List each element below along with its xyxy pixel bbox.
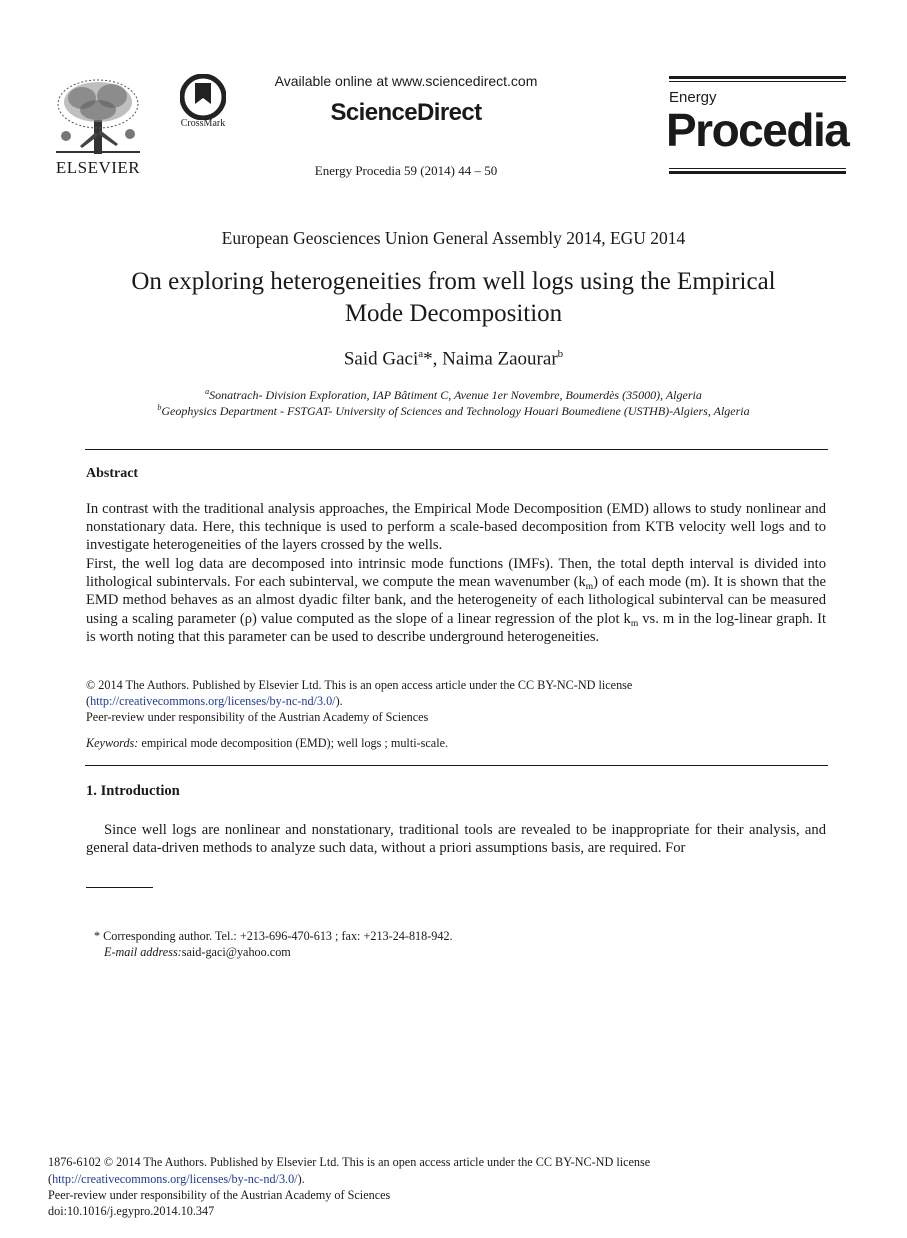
footnote-rule [86,887,153,888]
paper-title-line: Mode Decomposition [344,300,563,327]
author-name: Said Gaci [343,348,419,370]
journal-logo-rule [669,81,846,82]
journal-logo-rule [669,76,846,79]
journal-logo-rule [669,168,846,169]
footer-license-link[interactable]: http://creativecommons.org/licenses/by-nc-nd/3.0/ [52,1172,298,1186]
abstract-text: ) of each mode (m). It is shown that the EMD method behaves as an almost dyadic filter bank, and the heterogeneity of each lithological subinterval can be measured using a scaling parameter (ρ) value computed as the slope of a linear regression of the plot k [86,574,826,627]
abstract-paragraph: In contrast with the traditional analysis approaches, the Empirical Mode Decomposition (EMD) allows to study nonlinear and nonstationary data. Here, this technique is used to perform a scale-based decomposition from KTB velocity well logs and to investigate heterogeneities of the layers crossed by the wells. [86,501,826,554]
elsevier-tree-logo [52,76,144,158]
subscript: m [630,618,639,629]
license-link[interactable]: http://creativecommons.org/licenses/by-nc-nd/3.0/ [90,694,336,708]
peer-review-line: Peer-review under responsibility of the Austrian Academy of Sciences [86,710,429,724]
footer-license-line [48,1172,305,1187]
footer-doi[interactable]: doi:10.1016/j.egypro.2014.10.347 [48,1204,215,1218]
paper-title-line: On exploring heterogeneities from well logs using the Empirical [131,268,776,295]
sciencedirect-logo: ScienceDirect [330,99,482,126]
section-divider [85,765,828,766]
copyright-line: © 2014 The Authors. Published by Elsevier Ltd. This is an open access article under the CC BY-NC-ND license [86,678,633,692]
author-name: Naima Zaourar [442,348,558,370]
paren: ). [297,1172,305,1186]
abstract-heading: Abstract [86,466,139,481]
footer-issn-line: 1876-6102 © 2014 The Authors. Published by Elsevier Ltd. This is an open access article under the CC BY-NC-ND license [48,1155,651,1169]
journal-logo-procedia: Procedia [666,104,849,156]
paren: ( [86,694,91,708]
journal-logo-rule [669,171,846,174]
affiliation-marker: a [418,348,424,360]
paren: ( [48,1172,53,1186]
affiliation-marker: a [205,387,210,396]
email-address[interactable]: said-gaci@yahoo.com [181,945,291,959]
crossmark-label: CrossMark [180,118,226,129]
paren: ). [335,694,343,708]
affiliation-marker: b [557,348,564,360]
affiliation-text: Geophysics Department - FSTGAT- University of Sciences and Technology Houari Boumediene (USTHB)-Algiers, Algeria [161,404,750,418]
affiliation-line [0,403,907,419]
body-paragraph: Since well logs are nonlinear and nonstationary, traditional tools are revealed to be inappropriate for their analysis, and general data-driven methods to analyze such data, without a priori assumptions basis, are required. For [86,822,826,857]
keywords-line [86,736,448,751]
abstract-paragraph [86,555,826,646]
paper-title [90,266,817,330]
subscript: m [585,582,594,593]
footnote-corresponding: * Corresponding author. Tel.: +213-696-470-613 ; fax: +213-24-818-942. [94,929,453,943]
journal-logo-energy: Energy [669,89,717,106]
affiliation-line [0,387,907,403]
corresponding-marker: * [423,348,433,370]
author-list [0,348,907,370]
journal-citation: Energy Procedia 59 (2014) 44 – 50 [314,163,498,178]
keywords-label: Keywords: [86,736,139,750]
footer-peer-review: Peer-review under responsibility of the Austrian Academy of Sciences [48,1188,391,1202]
affiliation-marker: b [157,403,162,412]
license-line [86,694,343,709]
abstract-text: First, the well log data are decomposed into intrinsic mode functions (IMFs). Then, the total depth interval is divided into lithological subintervals. For each subinterval, we compute the mean wavenumber (k [86,556,826,591]
keywords-text: empirical mode decomposition (EMD); well logs ; multi-scale. [138,736,449,750]
conference-name: European Geosciences Union General Assembly 2014, EGU 2014 [221,228,686,248]
crossmark-icon[interactable] [180,74,226,120]
footnote-email [104,945,291,960]
abstract-text: vs. m in the log-linear graph. It is worth noting that this parameter can be used to describe underground heterogeneities. [86,610,826,645]
section-divider [85,449,828,450]
affiliation-text: Sonatrach- Division Exploration, IAP Bâtiment C, Avenue 1er Novembre, Boumerdès (35000), Algeria [209,388,702,402]
author-separator: , [432,348,443,370]
available-online-text: Available online at www.sciencedirect.com [274,73,538,89]
section-heading: 1. Introduction [86,783,180,799]
email-label: E-mail address: [104,945,182,959]
publisher-wordmark: ELSEVIER [55,158,141,177]
